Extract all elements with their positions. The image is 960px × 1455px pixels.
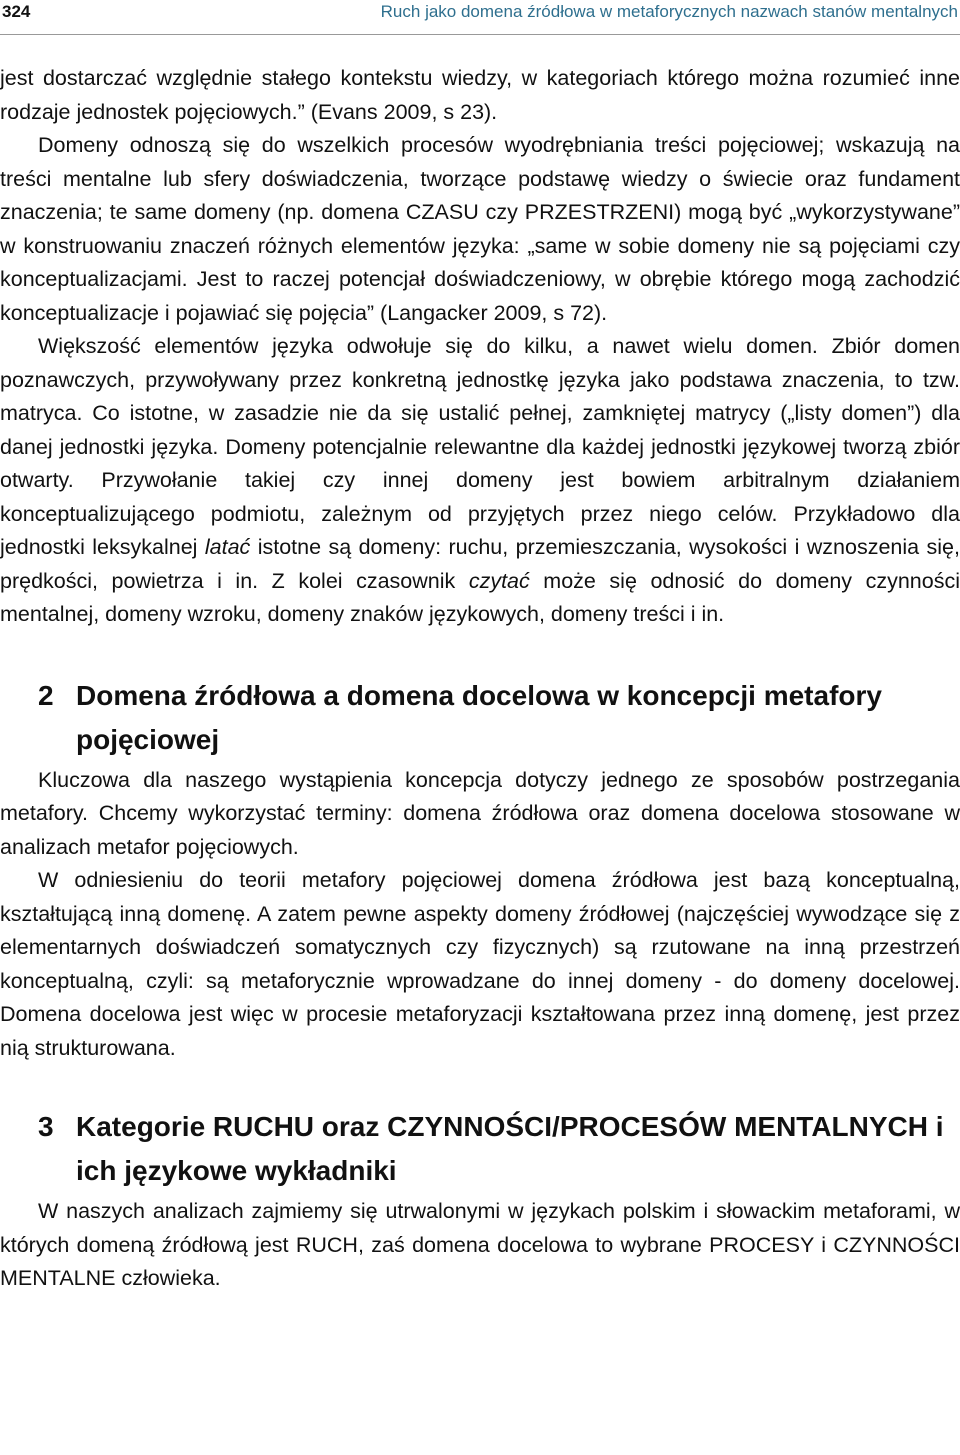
section-number: 2: [38, 679, 54, 711]
paragraph-section2-definition: W odniesieniu do teorii metafory pojęciowej domena źródłowa jest bazą konceptualną, kształtującą inną domenę. A zatem pewne aspekty domeny źródłowej (najczęściej wywodzące się z elementarnych doświadczeń somatycznych czy fizycznych) są rzutowane na inną przestrzeń konceptualną, czyli: są metaforycznie wprowadzane do innej domeny - do domeny docelowej. Domena docelowa jest więc w procesie metaforyzacji kształtowana przez inną domenę, jest przez nią strukturowana.: [0, 868, 960, 1060]
paragraph-matrix-text-b: istotne są domeny: ruchu, przemieszczania, wysokości i wznoszenia się, prędkości, powietrza i in. Z kolei czasownik: [0, 535, 960, 593]
paragraph-matrix-text-c: może się odnosić do domeny czynności mentalnej, domeny wzroku, domeny znaków językowych, domeny treści i in.: [0, 568, 960, 626]
term-czytac: czytać: [468, 568, 530, 593]
paragraph-matrix: [0, 330, 960, 632]
section-title: Kategorie RUCHU oraz CZYNNOŚCI/PROCESÓW MENTALNYCH i ich językowe wykładniki: [76, 1111, 944, 1186]
paragraph-matrix-text-a: Większość elementów języka odwołuje się do kilku, a nawet wielu domen. Zbiór domen poznawczych, przywoływany przez konkretną jednostkę języka jako podstawa znaczenia, to tzw. matryca. Co istotne, w zasadzie nie da się ustalić pełnej, zamkniętej matrycy („listy domen”) dla danej jednostki języka. Domeny potencjalnie relewantne dla każdej jednostki językowej tworzą zbiór otwarty. Przywołanie takiej czy innej domeny jest bowiem arbitralnym działaniem konceptualizującego podmiotu, zależnym od przyjętych przez niego celów. Przykładowo dla jednostki leksykalnej: [0, 334, 960, 559]
paragraph-continuation: jest dostarczać względnie stałego kontekstu wiedzy, w kategoriach którego można rozumieć inne rodzaje jednostek pojęciowych.” (Evans 2009, s 23).: [0, 66, 960, 124]
running-header: [0, 0, 960, 40]
paragraph-domains: Domeny odnoszą się do wszelkich procesów wyodrębniania treści pojęciowej; wskazują na treści mentalne lub sfery doświadczenia, tworzące podstawę wiedzy o świecie oraz fundament znaczenia; te same domeny (np. domena CZASU czy PRZESTRZENI) mogą być „wykorzystywane” w konstruowaniu znaczeń różnych elementów języka: „same w sobie domeny nie są pojęciami czy konceptualizacjami. Jest to raczej potencjał doświadczeniowy, w obrębie którego mogą zachodzić konceptualizacje i pojawiać się pojęcia” (Langacker 2009, s 72).: [0, 133, 960, 325]
page-number: 324: [2, 2, 31, 21]
header-rule: [0, 34, 960, 35]
running-title: Ruch jako domena źródłowa w metaforycznych nazwach stanów mentalnych: [380, 2, 958, 21]
paragraph-section2-intro: Kluczowa dla naszego wystąpienia koncepcja dotyczy jednego ze sposobów postrzegania metafory. Chcemy wykorzystać terminy: domena źródłowa oraz domena docelowa stosowane w analizach metafor pojęciowych.: [0, 767, 960, 859]
section-heading-3: [0, 1105, 960, 1193]
section-heading-2: [0, 674, 960, 762]
page-body: [0, 62, 960, 1296]
term-latac: latać: [204, 535, 251, 559]
section-title: Domena źródłowa a domena docelowa w koncepcji metafory pojęciowej: [76, 679, 882, 755]
paragraph-section3-intro: W naszych analizach zajmiemy się utrwalonymi w językach polskim i słowackim metaforami, w których domeną źródłową jest RUCH, zaś domena docelowa to wybrane PROCESY i CZYNNOŚCI MENTALNE człowieka.: [0, 1199, 960, 1290]
section-number: 3: [38, 1111, 54, 1142]
